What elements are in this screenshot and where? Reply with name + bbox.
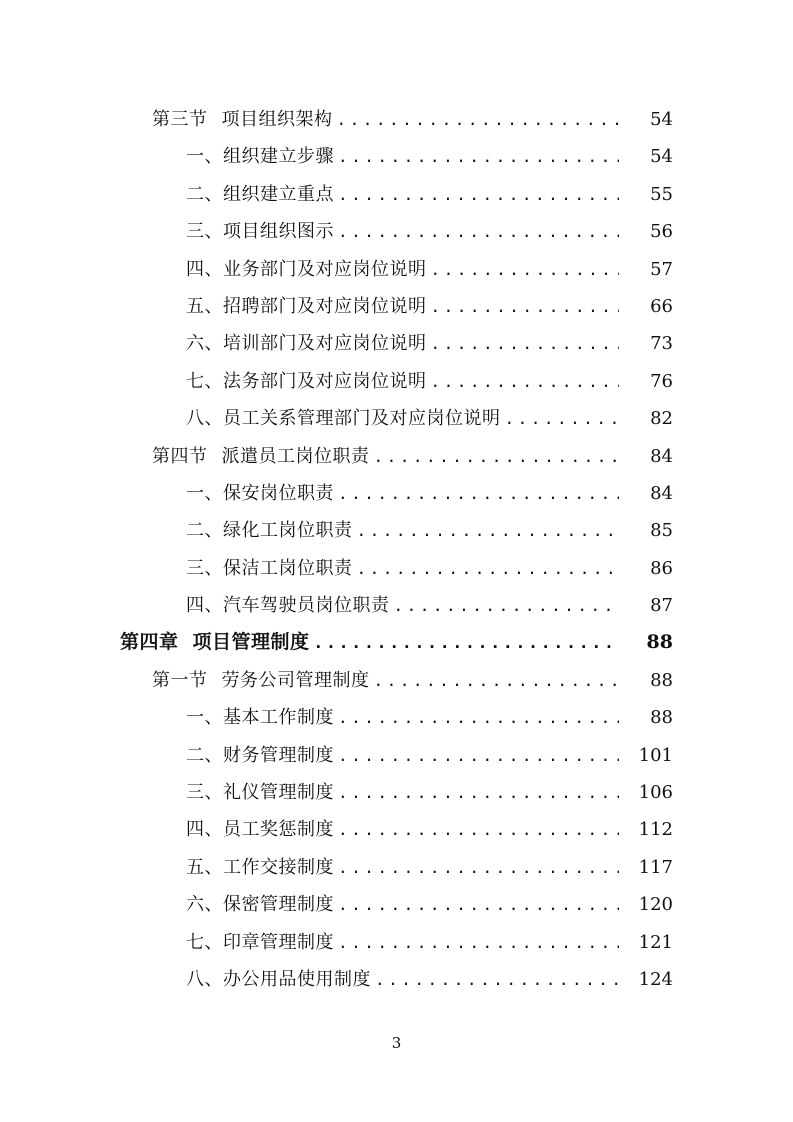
toc-entry-label [186,587,390,624]
toc-entry-prefix: 八、 [186,968,223,990]
toc-entry-label [186,400,501,437]
toc-entry-title: 派遣员工岗位职责 [221,445,370,467]
toc-entry-label [152,662,370,699]
toc-dot-leader [314,624,619,661]
toc-entry-prefix: 二、 [186,183,223,205]
toc-dot-leader [338,774,619,811]
toc-entry-prefix: 四、 [186,595,223,617]
toc-entry-page-number: 57 [650,258,673,280]
toc-entry-title: 财务管理制度 [223,744,334,766]
toc-dot-leader [394,587,620,624]
toc-entry-page-number: 88 [646,631,673,654]
toc-entry-label [186,961,371,998]
toc-entry-title: 员工关系管理部门及对应岗位说明 [223,408,501,430]
toc-entry-title: 保洁工岗位职责 [223,557,353,579]
toc-entry-label [152,101,333,138]
toc-entry-label [186,288,427,325]
toc-entry[interactable] [0,849,793,886]
toc-entry-prefix: 三、 [186,221,223,243]
toc-entry-prefix: 一、 [186,146,223,168]
toc-dot-leader [375,961,619,998]
toc-entry-page-number: 106 [638,782,673,804]
toc-entry-prefix: 第四节 [152,445,208,467]
toc-entry-page-number: 88 [650,669,673,691]
toc-entry-prefix: 三、 [186,782,223,804]
toc-entry[interactable] [0,512,793,549]
toc-entry-title: 绿化工岗位职责 [223,520,353,542]
toc-entry[interactable] [0,550,793,587]
toc-entry-page-number: 124 [638,968,673,990]
toc-entry[interactable] [0,288,793,325]
toc-entry-label [186,924,334,961]
toc-entry-title: 保安岗位职责 [223,482,334,504]
toc-entry-label [186,363,427,400]
toc-entry-page-number: 120 [638,894,673,916]
toc-entry-page-number: 86 [650,557,673,579]
toc-dot-leader [357,512,620,549]
toc-dot-leader [431,325,620,362]
toc-entry-page-number: 73 [650,333,673,355]
toc-entry[interactable] [0,325,793,362]
toc-entry[interactable] [0,811,793,848]
toc-entry-title: 组织建立步骤 [223,146,334,168]
toc-entry-label [186,886,334,923]
toc-entry-label [186,774,334,811]
toc-entry[interactable] [0,662,793,699]
toc-entry-prefix: 一、 [186,482,223,504]
toc-entry-page-number: 121 [638,931,673,953]
toc-entry[interactable] [0,475,793,512]
toc-entry-label [186,737,334,774]
toc-entry-prefix: 三、 [186,557,223,579]
toc-entry-label [186,325,427,362]
toc-entry-title: 项目管理制度 [192,631,310,654]
toc-entry-page-number: 56 [650,221,673,243]
toc-entry-title: 基本工作制度 [223,707,334,729]
toc-dot-leader [431,288,620,325]
toc-entry-page-number: 101 [638,744,673,766]
toc-entry-page-number: 87 [650,595,673,617]
toc-entry-page-number: 85 [650,520,673,542]
toc-entry[interactable] [0,774,793,811]
toc-entry-prefix: 第三节 [152,109,208,130]
toc-entry-prefix: 四、 [186,819,223,841]
toc-entry-prefix: 五、 [186,295,223,317]
toc-entry-title: 印章管理制度 [223,931,334,953]
toc-entry[interactable] [0,886,793,923]
toc-entry-page-number: 84 [650,445,673,467]
toc-entry-label [186,475,334,512]
toc-entry-prefix: 七、 [186,931,223,953]
toc-dot-leader [338,849,619,886]
toc-entry-label [186,512,353,549]
toc-entry-prefix: 八、 [186,408,223,430]
toc-entry[interactable] [0,438,793,475]
toc-entry[interactable] [0,624,793,661]
toc-entry-prefix: 六、 [186,333,223,355]
toc-entry-title: 培训部门及对应岗位说明 [223,333,427,355]
toc-entry-title: 项目组织图示 [223,221,334,243]
toc-dot-leader [374,662,620,699]
toc-entry-page-number: 112 [638,819,673,841]
toc-dot-leader [338,886,619,923]
toc-entry[interactable] [0,251,793,288]
toc-entry-label [186,176,334,213]
toc-dot-leader [338,924,619,961]
toc-entry[interactable] [0,213,793,250]
toc-entry-prefix: 二、 [186,520,223,542]
toc-entry-prefix: 六、 [186,894,223,916]
toc-dot-leader [338,811,619,848]
toc-entry[interactable] [0,101,793,138]
toc-entry-page-number: 55 [650,183,673,205]
toc-entry-page-number: 117 [638,856,673,878]
toc-entry-title: 劳务公司管理制度 [221,669,370,691]
table-of-contents [0,101,793,998]
toc-entry-prefix: 第四章 [120,631,179,654]
toc-dot-leader [338,737,619,774]
toc-entry-page-number: 54 [650,146,673,168]
toc-entry[interactable] [0,924,793,961]
toc-dot-leader [338,138,619,175]
toc-dot-leader [338,176,619,213]
toc-entry-title: 招聘部门及对应岗位说明 [223,295,427,317]
toc-entry-title: 业务部门及对应岗位说明 [223,258,427,280]
toc-entry[interactable] [0,363,793,400]
toc-entry[interactable] [0,138,793,175]
toc-entry-label [186,550,353,587]
toc-entry-prefix: 一、 [186,707,223,729]
toc-entry-prefix: 二、 [186,744,223,766]
toc-dot-leader [505,400,620,437]
toc-entry-label [120,624,310,661]
toc-dot-leader [337,101,620,138]
toc-entry-page-number: 88 [650,707,673,729]
toc-entry-label [186,849,334,886]
toc-entry[interactable] [0,699,793,736]
toc-entry-prefix: 五、 [186,856,223,878]
toc-dot-leader [338,699,619,736]
toc-entry[interactable] [0,176,793,213]
toc-dot-leader [431,363,620,400]
toc-entry-label [186,251,427,288]
toc-entry-page-number: 84 [650,482,673,504]
toc-entry-title: 法务部门及对应岗位说明 [223,370,427,392]
toc-entry-prefix: 第一节 [152,669,208,691]
page-number-footer: 3 [391,1034,402,1052]
toc-dot-leader [357,550,620,587]
toc-entry-prefix: 四、 [186,258,223,280]
toc-entry-title: 汽车驾驶员岗位职责 [223,595,390,617]
toc-entry[interactable] [0,587,793,624]
toc-entry-title: 礼仪管理制度 [223,782,334,804]
toc-entry-title: 保密管理制度 [223,894,334,916]
toc-entry-label [186,213,334,250]
toc-dot-leader [431,251,620,288]
toc-entry-title: 工作交接制度 [223,856,334,878]
toc-entry-page-number: 66 [650,295,673,317]
toc-entry-title: 员工奖惩制度 [223,819,334,841]
toc-dot-leader [338,213,619,250]
toc-dot-leader [338,475,619,512]
toc-entry-title: 组织建立重点 [223,183,334,205]
toc-entry-title: 项目组织架构 [221,109,333,130]
toc-entry-page-number: 54 [650,109,673,130]
toc-dot-leader [374,438,620,475]
toc-entry-label [186,699,334,736]
toc-entry-label [186,811,334,848]
toc-entry[interactable] [0,961,793,998]
toc-entry-prefix: 七、 [186,370,223,392]
toc-entry-label [186,138,334,175]
toc-entry-page-number: 82 [650,408,673,430]
toc-entry[interactable] [0,737,793,774]
toc-entry[interactable] [0,400,793,437]
toc-entry-page-number: 76 [650,370,673,392]
toc-entry-title: 办公用品使用制度 [223,968,371,990]
toc-entry-label [152,438,370,475]
